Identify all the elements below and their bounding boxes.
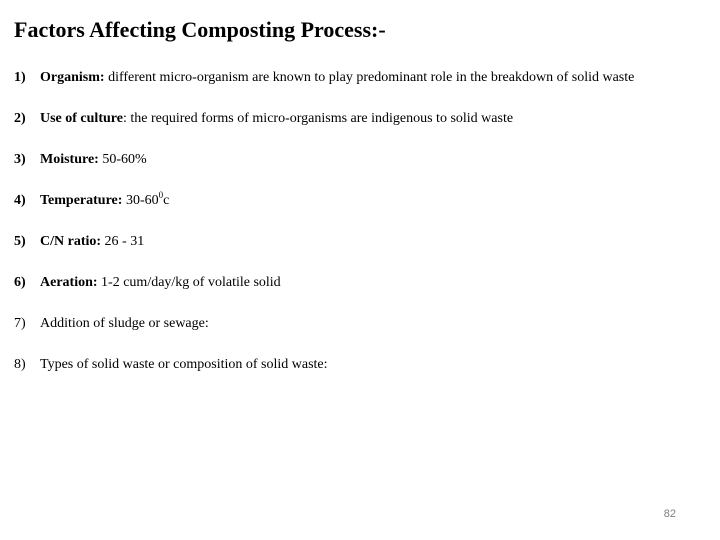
factor-list (14, 64, 694, 392)
page-number: 82 (663, 508, 676, 520)
list-item-moisture (14, 146, 694, 174)
item-text: Types of solid waste or composition of solid waste: (40, 357, 328, 372)
item-text: : the required forms of micro-organisms are indigenous to solid waste (122, 111, 514, 126)
item-number: 6) (14, 275, 26, 290)
list-item-sludge (14, 310, 694, 338)
item-number: 1) (14, 70, 26, 85)
item-term: Moisture: (40, 152, 99, 167)
item-term: Use of culture (40, 111, 123, 126)
slide-title: Factors Affecting Composting Process:- (14, 17, 386, 42)
list-item-aeration (14, 269, 694, 297)
list-item-temperature (14, 187, 694, 215)
list-item-waste-types (14, 351, 694, 379)
item-number: 8) (14, 357, 26, 372)
item-number: 4) (14, 193, 26, 208)
item-term: Aeration: (40, 275, 98, 290)
item-text: 26 - 31 (101, 234, 145, 249)
list-item-use-of-culture (14, 105, 694, 133)
item-number: 3) (14, 152, 26, 167)
item-superscript: 0 (158, 190, 164, 200)
item-term: C/N ratio: (40, 234, 102, 249)
item-number: 7) (14, 316, 26, 331)
list-item-cn-ratio (14, 228, 694, 256)
item-text: 1-2 cum/day/kg of volatile solid (97, 275, 281, 290)
item-text: 50-60% (98, 152, 147, 167)
item-number: 5) (14, 234, 26, 249)
item-number: 2) (14, 111, 26, 126)
item-term: Organism: (40, 70, 105, 85)
list-item-organism (14, 64, 694, 92)
item-term: Temperature: (40, 193, 123, 208)
item-text-suffix: c (163, 193, 170, 208)
item-text: 30-60 (122, 193, 159, 208)
item-text: different micro-organism are known to play predominant role in the breakdown of solid waste (104, 70, 635, 85)
item-text: Addition of sludge or sewage: (40, 316, 209, 331)
